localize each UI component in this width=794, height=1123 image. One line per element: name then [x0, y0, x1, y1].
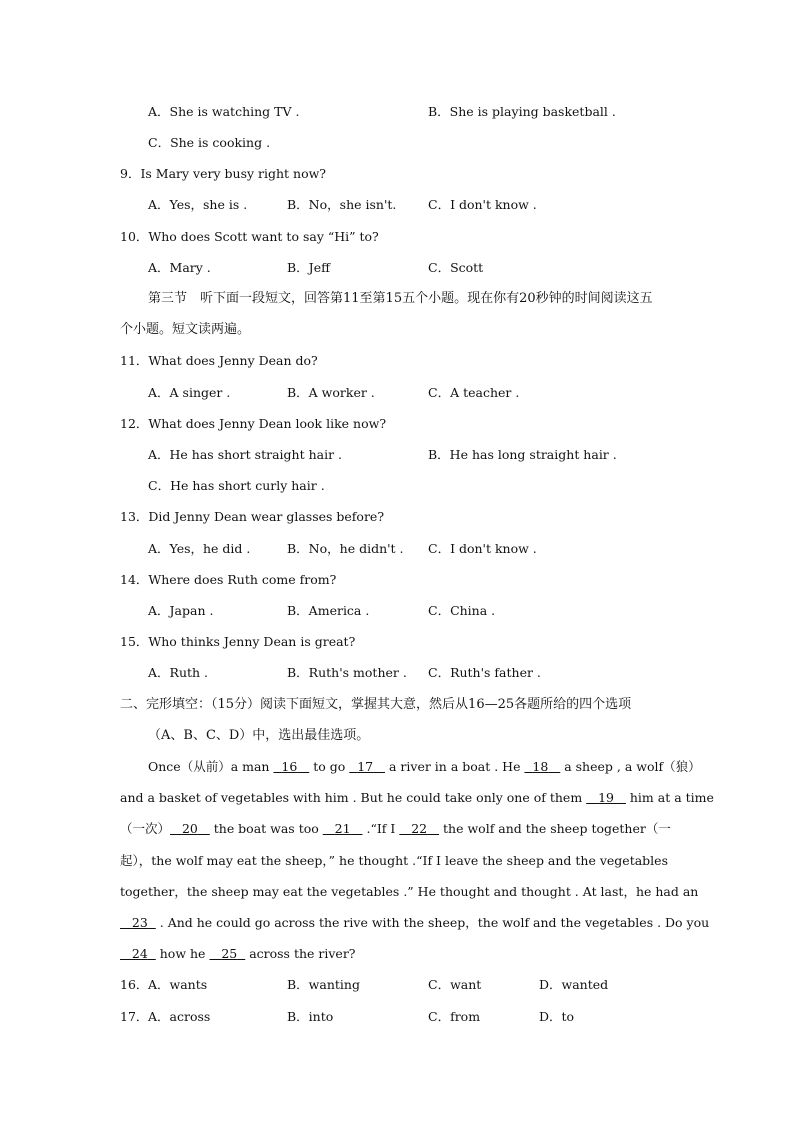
q15-option-a: A．Ruth .: [148, 665, 209, 680]
q12-question: 12．What does Jenny Dean look like now?: [120, 416, 387, 431]
blank-16: [273, 759, 309, 774]
blank-number: 20: [181, 821, 198, 836]
q16-option-c: C．want: [428, 977, 482, 992]
blank-number: 19: [598, 790, 614, 805]
q15-option-b: B．Ruth's mother .: [287, 665, 407, 680]
q16-option-b: B．wanting: [287, 977, 360, 992]
q16-option-d: D．wanted: [539, 977, 609, 992]
passage-text: . And he could go across the rive with the sheep，the wolf and the vegetables . Do you: [155, 915, 710, 930]
blank-22: [399, 821, 439, 836]
q11-option-a: A．A singer .: [148, 385, 231, 400]
q17-option-c: C．from: [428, 1009, 481, 1024]
q13-question: 13．Did Jenny Dean wear glasses before?: [120, 509, 385, 524]
passage-line-4: [120, 853, 668, 869]
q14-option-a: A．Japan .: [148, 603, 214, 618]
q13-option-a: A．Yes，he did .: [148, 541, 251, 556]
passage-line-5: [120, 884, 698, 900]
q11-question: 11．What does Jenny Dean do?: [120, 353, 318, 368]
passage-line-7: [120, 946, 356, 962]
q10-option-c: C．Scott: [428, 260, 484, 275]
blank-number: 24: [131, 946, 148, 961]
blank-24: [120, 946, 156, 961]
passage-text: the boat was too: [209, 821, 323, 836]
blank-number: 21: [334, 821, 351, 836]
passage-text: to go: [309, 759, 350, 774]
q17-option-d: D．to: [539, 1009, 575, 1024]
blank-number: 22: [411, 821, 428, 836]
blank-number: 17: [357, 759, 374, 774]
passage-text: him at a time: [625, 790, 714, 805]
q8-option-b: B．She is playing basketball .: [428, 104, 616, 119]
q9-option-c: C．I don't know .: [428, 197, 537, 212]
q12-option-a: A．He has short straight hair .: [148, 447, 342, 462]
passage-text: how he: [155, 946, 210, 961]
passage-text: and a basket of vegetables with him . But he could take only one of them: [120, 790, 587, 805]
q11-option-c: C．A teacher .: [428, 385, 520, 400]
q17-option-b: B．into: [287, 1009, 334, 1024]
blank-number: 18: [532, 759, 549, 774]
section3-instruction-line1: 第三节 听下面一段短文，回答第11至第15五个小题。现在你有20秒钟的时间阅读这五: [148, 291, 653, 306]
q17-number: 17．: [120, 1009, 149, 1024]
q14-question: 14．Where does Ruth come from?: [120, 572, 337, 587]
q15-option-c: C．Ruth's father .: [428, 665, 541, 680]
passage-text: .“If I: [362, 821, 400, 836]
q10-option-b: B．Jeff: [287, 260, 330, 275]
blank-21: [323, 821, 363, 836]
passage-line-3: [120, 821, 671, 837]
passage-text: the wolf and the sheep together（一: [439, 821, 671, 836]
blank-18: [524, 759, 560, 774]
q10-question: 10．Who does Scott want to say “Hi” to?: [120, 229, 379, 244]
q8-option-a: A．She is watching TV .: [148, 104, 300, 119]
passage-text: a sheep , a wolf（狼）: [560, 759, 701, 774]
q9-option-a: A．Yes，she is .: [148, 197, 248, 212]
blank-number: 23: [131, 915, 148, 930]
passage-text: 起），the wolf may eat the sheep，” he thought .“If I leave the sheep and the vegetables: [120, 853, 668, 868]
q14-option-b: B．America .: [287, 603, 370, 618]
q9-question: 9．Is Mary very busy right now?: [120, 166, 327, 181]
q9-option-b: B．No，she isn't.: [287, 197, 397, 212]
blank-number: 25: [221, 946, 238, 961]
blank-23: [120, 915, 156, 930]
q17-option-a: A．across: [148, 1009, 211, 1024]
passage-line-2: [120, 790, 714, 806]
section3-instruction-line2: 个小题。短文读两遍。: [120, 322, 251, 337]
blank-25: [209, 946, 245, 961]
q15-question: 15．Who thinks Jenny Dean is great?: [120, 634, 356, 649]
q16-option-a: A．wants: [148, 977, 208, 992]
part2-heading-line2: （A、B、C、D）中，选出最佳选项。: [148, 728, 370, 743]
passage-line-1: [148, 759, 701, 775]
q16-number: 16．: [120, 977, 149, 992]
q14-option-c: C．China .: [428, 603, 496, 618]
q8-option-c: C．She is cooking .: [148, 135, 271, 150]
q13-option-b: B．No，he didn't .: [287, 541, 404, 556]
passage-text: together，the sheep may eat the vegetables .” He thought and thought . At last，he had an: [120, 884, 699, 899]
q12-option-b: B．He has long straight hair .: [428, 447, 617, 462]
q11-option-b: B．A worker .: [287, 385, 375, 400]
blank-19: [586, 790, 626, 805]
blank-number: 16: [281, 759, 298, 774]
passage-text: （一次）: [120, 821, 171, 836]
blank-20: [170, 821, 210, 836]
part2-heading-line1: 二、完形填空：（15分）阅读下面短文，掌握其大意，然后从16—25各题所给的四个选项: [120, 697, 632, 712]
q13-option-c: C．I don't know .: [428, 541, 537, 556]
passage-text: across the river?: [245, 946, 356, 961]
passage-line-6: [120, 915, 709, 931]
q10-option-a: A．Mary .: [148, 260, 211, 275]
q12-option-c: C．He has short curly hair .: [148, 478, 325, 493]
passage-text: Once（从前）a man: [148, 759, 274, 774]
passage-text: a river in a boat . He: [385, 759, 525, 774]
blank-17: [349, 759, 385, 774]
